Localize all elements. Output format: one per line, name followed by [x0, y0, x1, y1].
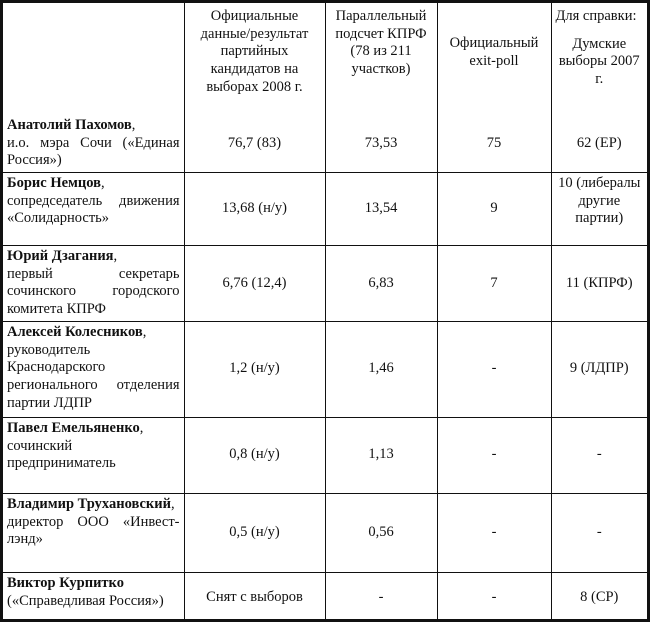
candidate-name: Алексей Колесников — [7, 323, 143, 340]
parallel-result: 0,56 — [325, 493, 437, 572]
parallel-result: 1,13 — [325, 417, 437, 493]
candidate-description: первый секретарь сочинского городского комитета КПРФ — [7, 265, 180, 318]
official-result: 0,5 (н/у) — [184, 493, 325, 572]
reference-result: 62 (ЕР) — [551, 115, 647, 173]
table-row — [3, 493, 647, 572]
candidate-description: сопредседатель движения «Солидарность» — [7, 192, 180, 227]
table-row — [3, 321, 647, 417]
header-exitpoll: Официальный exit-poll — [437, 3, 551, 115]
header-row — [3, 3, 647, 115]
reference-result: - — [551, 417, 647, 493]
official-result: 1,2 (н/у) — [184, 321, 325, 417]
candidate-cell — [3, 572, 184, 622]
header-reference-duma: Думские выборы 2007 г. — [558, 35, 640, 88]
candidate-description: сочинский предприниматель — [7, 437, 116, 472]
parallel-result: 13,54 — [325, 173, 437, 246]
candidate-cell: Владимир Трухановский, директор ООО «Инвест-лэнд» — [3, 493, 184, 572]
header-empty-cell — [3, 3, 184, 115]
reference-result: 9 (ЛДПР) — [551, 321, 647, 417]
candidate-cell: Анатолий Пахомов, и.о. мэра Сочи («Единая Россия») — [3, 115, 184, 173]
candidate-name: Виктор Курпитко — [7, 574, 124, 591]
reference-result: 11 (КПРФ) — [551, 246, 647, 322]
exitpoll-result: - — [437, 321, 551, 417]
exitpoll-result: - — [437, 417, 551, 493]
table-row — [3, 173, 647, 246]
candidate-cell: Борис Немцов, сопредседатель движения «Солидарность» — [3, 173, 184, 246]
candidate-description: и.о. мэра Сочи («Единая Россия») — [7, 134, 180, 169]
table-row — [3, 115, 647, 173]
candidate-cell: Павел Емельяненко, сочинский предприниматель — [3, 417, 184, 493]
official-result: 6,76 (12,4) — [184, 246, 325, 322]
candidate-name: Юрий Дзагания — [7, 248, 114, 265]
header-official: Официальные данные/результат партийных кандидатов на выборах 2008 г. — [184, 3, 325, 115]
header-reference — [551, 3, 647, 115]
reference-result: - — [551, 493, 647, 572]
candidate-description: директор ООО «Инвест-лэнд» — [7, 513, 180, 548]
exitpoll-result: - — [437, 493, 551, 572]
exitpoll-result: 75 — [437, 115, 551, 173]
parallel-result: 6,83 — [325, 246, 437, 322]
table-row — [3, 417, 647, 493]
candidate-name: Владимир Трухановский — [7, 495, 171, 512]
candidate-description: руководитель Краснодарского регионального отделения партии ЛДПР — [7, 341, 180, 411]
candidate-cell: Алексей Колесников, руководитель Краснодарского регионального отделения партии ЛДПР — [3, 321, 184, 417]
exitpoll-result: 9 — [437, 173, 551, 246]
candidate-name: Анатолий Пахомов — [7, 117, 132, 133]
header-parallel: Параллельный подсчет КПРФ (78 из 211 участков) — [325, 3, 437, 115]
reference-result: 10 (либералы другие партии) — [551, 173, 647, 246]
exitpoll-result: - — [437, 572, 551, 622]
parallel-result: 1,46 — [325, 321, 437, 417]
official-result: 0,8 (н/у) — [184, 417, 325, 493]
header-reference-label: Для справки: — [555, 8, 637, 24]
candidate-name: Борис Немцов — [7, 175, 101, 192]
candidate-description: («Справедливая Россия») — [7, 592, 164, 609]
parallel-result: - — [325, 572, 437, 622]
candidate-name: Павел Емельяненко — [7, 419, 140, 436]
exitpoll-result: 7 — [437, 246, 551, 322]
official-result: 76,7 (83) — [184, 115, 325, 173]
election-results-table — [3, 3, 647, 622]
table-row — [3, 572, 647, 622]
parallel-result: 73,53 — [325, 115, 437, 173]
official-result: Снят с выборов — [184, 572, 325, 622]
official-result: 13,68 (н/у) — [184, 173, 325, 246]
candidate-cell: Юрий Дзагания, первый секретарь сочинского городского комитета КПРФ — [3, 246, 184, 322]
table-row — [3, 246, 647, 322]
reference-result: 8 (СР) — [551, 572, 647, 622]
